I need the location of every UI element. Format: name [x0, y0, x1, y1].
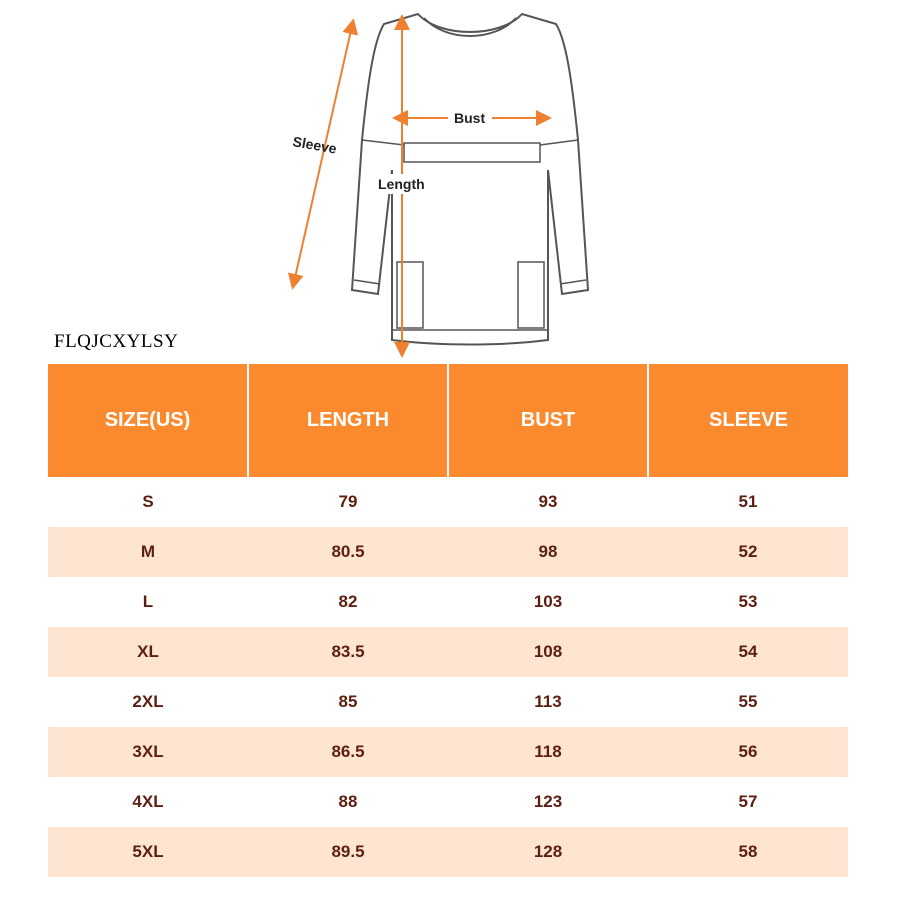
cell-length: 88 [248, 777, 448, 827]
table-row [48, 827, 848, 877]
cell-size: 5XL [48, 827, 248, 877]
cell-sleeve: 52 [648, 527, 848, 577]
cell-length: 85 [248, 677, 448, 727]
sleeve-label: Sleeve [291, 133, 338, 157]
cell-length: 83.5 [248, 627, 448, 677]
garment-diagram [0, 0, 900, 360]
table-row [48, 527, 848, 577]
cell-size: L [48, 577, 248, 627]
cell-length: 86.5 [248, 727, 448, 777]
table-row [48, 677, 848, 727]
cell-bust: 103 [448, 577, 648, 627]
header-length: LENGTH [248, 364, 448, 477]
cell-bust: 113 [448, 677, 648, 727]
cell-length: 82 [248, 577, 448, 627]
header-size: SIZE(US) [48, 364, 248, 477]
shirt-illustration [0, 0, 900, 360]
cell-sleeve: 53 [648, 577, 848, 627]
cell-bust: 118 [448, 727, 648, 777]
cell-sleeve: 57 [648, 777, 848, 827]
table-row [48, 477, 848, 527]
cell-size: 2XL [48, 677, 248, 727]
right-pocket [518, 262, 544, 328]
cell-size: S [48, 477, 248, 527]
table-row [48, 577, 848, 627]
header-bust: BUST [448, 364, 648, 477]
table-row [48, 727, 848, 777]
cell-sleeve: 54 [648, 627, 848, 677]
cell-bust: 93 [448, 477, 648, 527]
cell-size: 3XL [48, 727, 248, 777]
cell-length: 79 [248, 477, 448, 527]
cell-size: XL [48, 627, 248, 677]
table-header-row [48, 364, 848, 477]
size-chart-table [48, 364, 848, 877]
cell-length: 80.5 [248, 527, 448, 577]
cell-size: 4XL [48, 777, 248, 827]
cell-bust: 108 [448, 627, 648, 677]
brand-name: FLQJCXYLSY [54, 331, 179, 352]
cell-bust: 98 [448, 527, 648, 577]
bust-label: Bust [454, 110, 486, 126]
cell-bust: 128 [448, 827, 648, 877]
cell-length: 89.5 [248, 827, 448, 877]
cell-bust: 123 [448, 777, 648, 827]
cell-sleeve: 58 [648, 827, 848, 877]
cell-sleeve: 55 [648, 677, 848, 727]
left-pocket [397, 262, 423, 328]
yoke-band [404, 143, 540, 162]
cell-sleeve: 56 [648, 727, 848, 777]
table-row [48, 627, 848, 677]
header-sleeve: SLEEVE [648, 364, 848, 477]
cell-size: M [48, 527, 248, 577]
table-row [48, 777, 848, 827]
cell-sleeve: 51 [648, 477, 848, 527]
length-label: Length [378, 176, 425, 192]
